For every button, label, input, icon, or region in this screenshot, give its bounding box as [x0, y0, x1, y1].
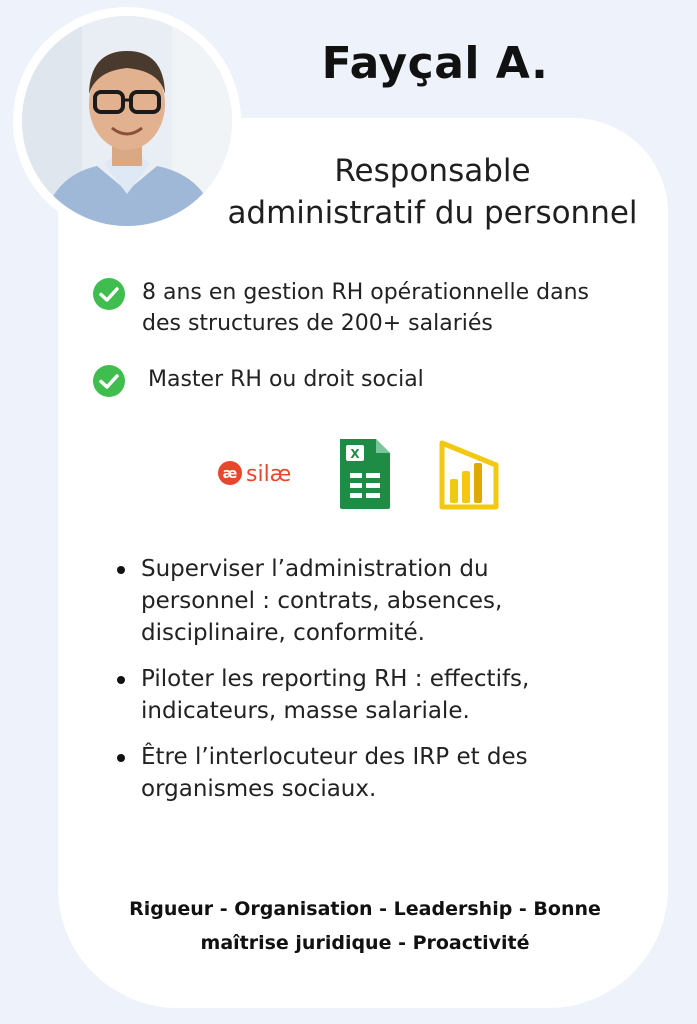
power-bi-icon: [442, 443, 496, 507]
check-circle-icon: [92, 364, 126, 398]
highlight-experience: [92, 277, 589, 339]
skills-line-2: maîtrise juridique - Proactivité: [200, 932, 530, 954]
silae-logo: [218, 461, 291, 487]
mission-line: personnel : contrats, absences,: [141, 588, 503, 614]
tool-logos: [210, 435, 510, 515]
mission-line: Piloter les reporting RH : effectifs,: [141, 666, 530, 692]
tools-svg: [210, 435, 510, 515]
mission-line: organismes sociaux.: [141, 776, 377, 802]
silae-mark: æ: [222, 466, 238, 482]
profile-name: Fayçal A.: [321, 38, 549, 89]
google-sheets-icon: [340, 439, 390, 509]
mission-line: Superviser l’administration du: [141, 556, 489, 582]
highlight-line: 8 ans en gestion RH opérationnelle dans: [142, 280, 589, 305]
mission-item: [113, 741, 573, 805]
profile-role: [200, 150, 665, 234]
check-circle-icon: [92, 277, 126, 311]
role-line-1: Responsable: [334, 153, 531, 189]
skills-line-1: Rigueur - Organisation - Leadership - Bonne: [129, 898, 601, 920]
skills-summary: [100, 892, 630, 960]
mission-item: [113, 663, 573, 727]
mission-line: Être l’interlocuteur des IRP et des: [141, 744, 528, 770]
highlight-experience-text: [142, 277, 589, 339]
sheets-mark: X: [350, 447, 360, 461]
mission-line: indicateurs, masse salariale.: [141, 698, 470, 724]
highlight-education: [92, 364, 424, 398]
mission-item: [113, 553, 573, 649]
mission-line: disciplinaire, conformité.: [141, 620, 425, 646]
highlight-education-text: Master RH ou droit social: [148, 367, 424, 392]
highlight-line: des structures de 200+ salariés: [142, 311, 493, 336]
silae-label: silæ: [246, 462, 292, 487]
role-line-2: administratif du personnel: [227, 195, 638, 231]
missions-list: [113, 553, 573, 819]
